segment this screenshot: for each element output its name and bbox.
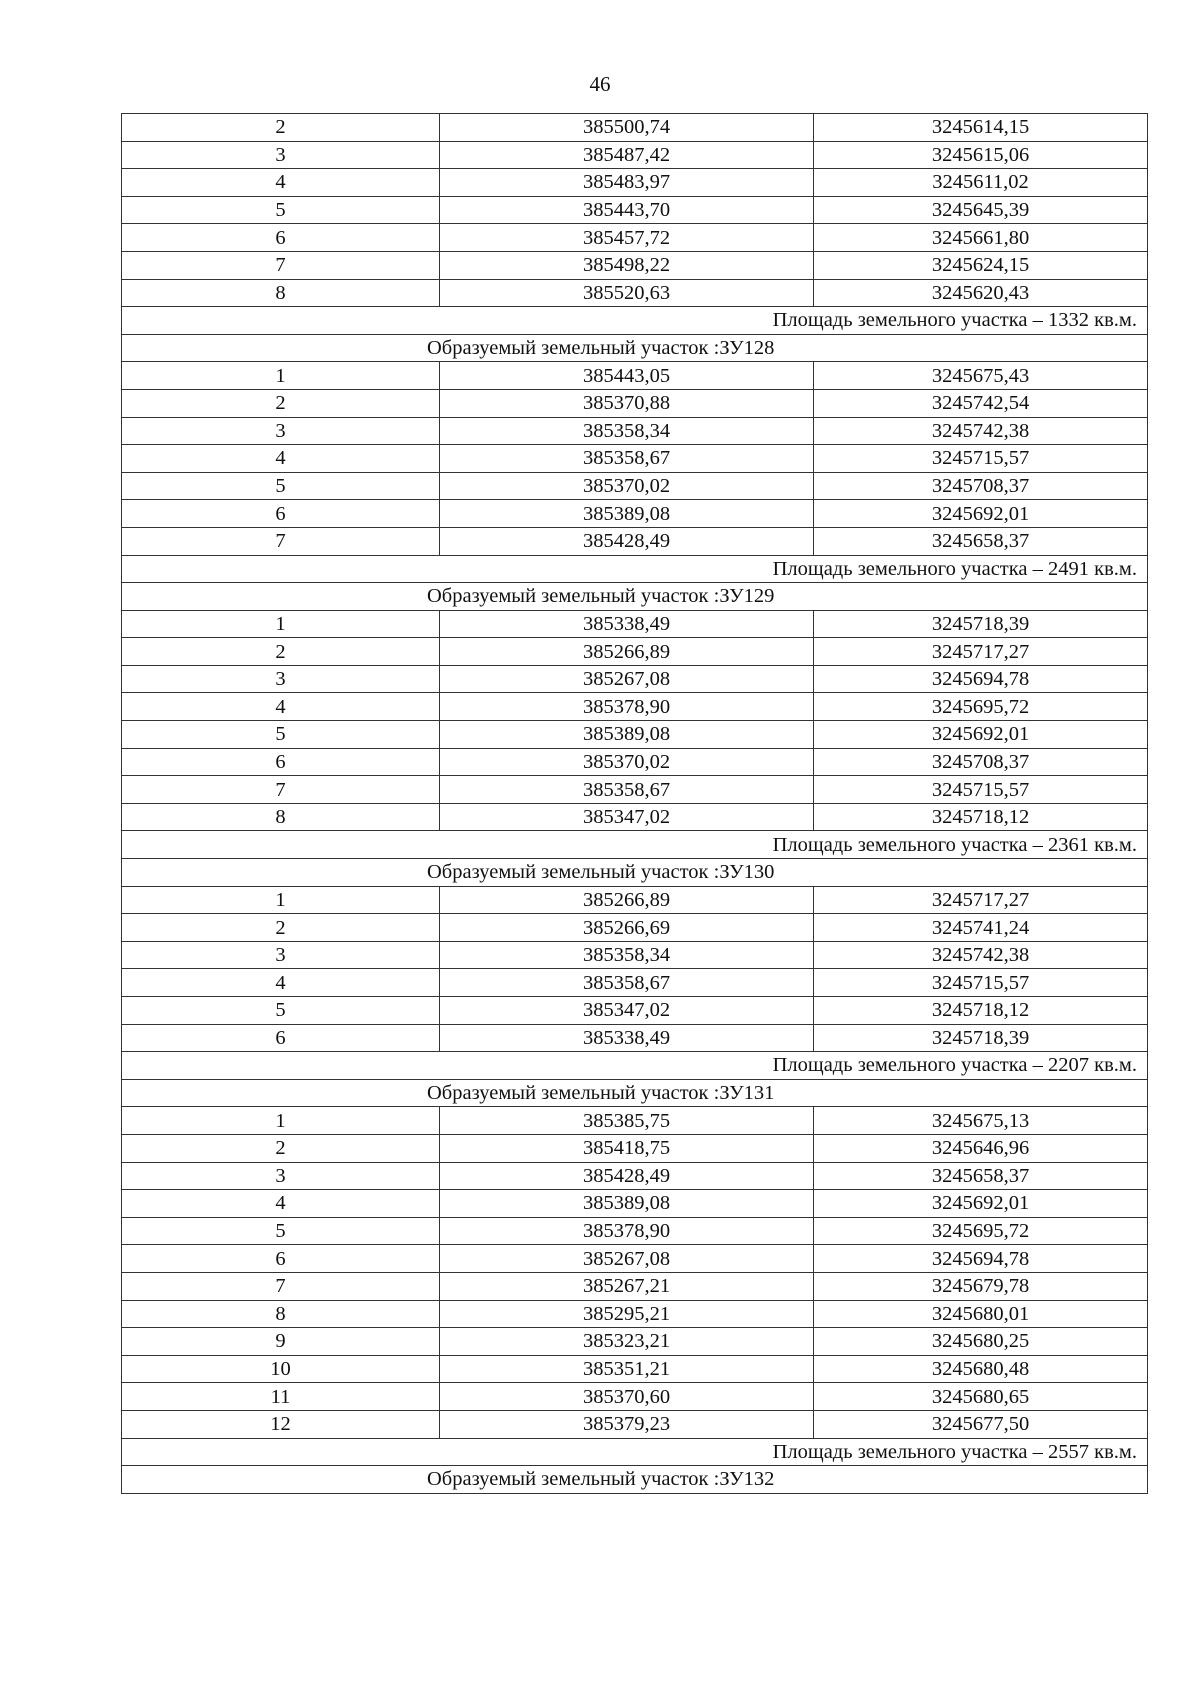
point-number-cell: 6 — [122, 1245, 440, 1273]
parcel-header-cell — [122, 859, 1148, 887]
x-coordinate-cell: 385266,89 — [440, 886, 814, 914]
y-coordinate-cell: 3245680,48 — [814, 1355, 1148, 1383]
x-coordinate-cell: 385457,72 — [440, 224, 814, 252]
y-coordinate-cell: 3245658,37 — [814, 527, 1148, 555]
x-coordinate-cell: 385347,02 — [440, 997, 814, 1025]
x-coordinate-cell: 385351,21 — [440, 1355, 814, 1383]
table-row — [122, 1162, 1148, 1190]
table-row — [122, 1328, 1148, 1356]
parcel-header-cell — [122, 1466, 1148, 1494]
area-row — [122, 831, 1148, 859]
page-number: 46 — [589, 72, 611, 96]
table-row — [122, 114, 1148, 142]
y-coordinate-cell: 3245658,37 — [814, 1162, 1148, 1190]
point-number-cell: 3 — [122, 1162, 440, 1190]
table-row — [122, 251, 1148, 279]
table-row — [122, 1134, 1148, 1162]
x-coordinate-cell: 385358,67 — [440, 969, 814, 997]
table-row — [122, 610, 1148, 638]
y-coordinate-cell: 3245646,96 — [814, 1134, 1148, 1162]
parcel-header-row — [122, 334, 1148, 362]
area-cell: Площадь земельного участка – 2207 кв.м. — [122, 1052, 1148, 1080]
x-coordinate-cell: 385338,49 — [440, 1024, 814, 1052]
point-number-cell: 3 — [122, 941, 440, 969]
table-row — [122, 721, 1148, 749]
x-coordinate-cell: 385267,08 — [440, 1245, 814, 1273]
y-coordinate-cell: 3245718,39 — [814, 610, 1148, 638]
point-number-cell: 1 — [122, 886, 440, 914]
point-number-cell: 8 — [122, 803, 440, 831]
point-number-cell: 6 — [122, 748, 440, 776]
x-coordinate-cell: 385358,67 — [440, 776, 814, 804]
table-row — [122, 417, 1148, 445]
x-coordinate-cell: 385358,67 — [440, 445, 814, 473]
x-coordinate-cell: 385483,97 — [440, 169, 814, 197]
parcel-header-cell — [122, 1079, 1148, 1107]
x-coordinate-cell: 385378,90 — [440, 1217, 814, 1245]
x-coordinate-cell: 385347,02 — [440, 803, 814, 831]
table-row — [122, 997, 1148, 1025]
point-number-cell: 4 — [122, 169, 440, 197]
x-coordinate-cell: 385487,42 — [440, 141, 814, 169]
area-row — [122, 1438, 1148, 1466]
y-coordinate-cell: 3245695,72 — [814, 693, 1148, 721]
y-coordinate-cell: 3245694,78 — [814, 1245, 1148, 1273]
y-coordinate-cell: 3245715,57 — [814, 445, 1148, 473]
y-coordinate-cell: 3245679,78 — [814, 1272, 1148, 1300]
point-number-cell: 8 — [122, 1300, 440, 1328]
y-coordinate-cell: 3245694,78 — [814, 665, 1148, 693]
point-number-cell: 5 — [122, 997, 440, 1025]
area-cell: Площадь земельного участка – 2491 кв.м. — [122, 555, 1148, 583]
x-coordinate-cell: 385370,02 — [440, 472, 814, 500]
point-number-cell: 1 — [122, 1107, 440, 1135]
x-coordinate-cell: 385428,49 — [440, 1162, 814, 1190]
table-row — [122, 362, 1148, 390]
parcel-header-text: Образуемый земельный участок :ЗУ129 — [427, 585, 775, 608]
table-row — [122, 886, 1148, 914]
y-coordinate-cell: 3245718,12 — [814, 803, 1148, 831]
y-coordinate-cell: 3245620,43 — [814, 279, 1148, 307]
point-number-cell: 2 — [122, 914, 440, 942]
point-number-cell: 5 — [122, 1217, 440, 1245]
area-cell: Площадь земельного участка – 2557 кв.м. — [122, 1438, 1148, 1466]
point-number-cell: 7 — [122, 1272, 440, 1300]
parcel-header-text: Образуемый земельный участок :ЗУ128 — [427, 337, 775, 360]
y-coordinate-cell: 3245680,25 — [814, 1328, 1148, 1356]
point-number-cell: 2 — [122, 638, 440, 666]
x-coordinate-cell: 385379,23 — [440, 1410, 814, 1438]
y-coordinate-cell: 3245675,43 — [814, 362, 1148, 390]
point-number-cell: 4 — [122, 693, 440, 721]
x-coordinate-cell: 385418,75 — [440, 1134, 814, 1162]
point-number-cell: 3 — [122, 417, 440, 445]
y-coordinate-cell: 3245624,15 — [814, 251, 1148, 279]
table-row — [122, 748, 1148, 776]
point-number-cell: 3 — [122, 665, 440, 693]
point-number-cell: 7 — [122, 251, 440, 279]
x-coordinate-cell: 385338,49 — [440, 610, 814, 638]
coordinates-table-body — [122, 114, 1148, 1494]
y-coordinate-cell: 3245645,39 — [814, 196, 1148, 224]
x-coordinate-cell: 385295,21 — [440, 1300, 814, 1328]
point-number-cell: 11 — [122, 1383, 440, 1411]
x-coordinate-cell: 385370,88 — [440, 389, 814, 417]
table-row — [122, 638, 1148, 666]
table-row — [122, 665, 1148, 693]
y-coordinate-cell: 3245695,72 — [814, 1217, 1148, 1245]
x-coordinate-cell: 385443,70 — [440, 196, 814, 224]
x-coordinate-cell: 385389,08 — [440, 1190, 814, 1218]
parcel-header-text: Образуемый земельный участок :ЗУ131 — [427, 1082, 775, 1105]
x-coordinate-cell: 385389,08 — [440, 721, 814, 749]
point-number-cell: 10 — [122, 1355, 440, 1383]
point-number-cell: 6 — [122, 224, 440, 252]
y-coordinate-cell: 3245717,27 — [814, 638, 1148, 666]
x-coordinate-cell: 385498,22 — [440, 251, 814, 279]
table-row — [122, 803, 1148, 831]
x-coordinate-cell: 385267,21 — [440, 1272, 814, 1300]
x-coordinate-cell: 385500,74 — [440, 114, 814, 142]
table-row — [122, 196, 1148, 224]
table-row — [122, 1217, 1148, 1245]
y-coordinate-cell: 3245718,12 — [814, 997, 1148, 1025]
y-coordinate-cell: 3245742,38 — [814, 417, 1148, 445]
area-row — [122, 1052, 1148, 1080]
y-coordinate-cell: 3245742,38 — [814, 941, 1148, 969]
y-coordinate-cell: 3245692,01 — [814, 721, 1148, 749]
parcel-header-row — [122, 1466, 1148, 1494]
x-coordinate-cell: 385385,75 — [440, 1107, 814, 1135]
table-row — [122, 279, 1148, 307]
table-row — [122, 969, 1148, 997]
x-coordinate-cell: 385266,89 — [440, 638, 814, 666]
x-coordinate-cell: 385443,05 — [440, 362, 814, 390]
y-coordinate-cell: 3245742,54 — [814, 389, 1148, 417]
table-row — [122, 1300, 1148, 1328]
table-row — [122, 914, 1148, 942]
x-coordinate-cell: 385428,49 — [440, 527, 814, 555]
point-number-cell: 6 — [122, 500, 440, 528]
area-cell: Площадь земельного участка – 1332 кв.м. — [122, 307, 1148, 335]
x-coordinate-cell: 385323,21 — [440, 1328, 814, 1356]
table-row — [122, 1383, 1148, 1411]
x-coordinate-cell: 385370,60 — [440, 1383, 814, 1411]
point-number-cell: 4 — [122, 1190, 440, 1218]
y-coordinate-cell: 3245715,57 — [814, 776, 1148, 804]
point-number-cell: 7 — [122, 776, 440, 804]
table-row — [122, 500, 1148, 528]
area-row — [122, 555, 1148, 583]
table-row — [122, 1245, 1148, 1273]
y-coordinate-cell: 3245717,27 — [814, 886, 1148, 914]
x-coordinate-cell: 385520,63 — [440, 279, 814, 307]
point-number-cell: 12 — [122, 1410, 440, 1438]
y-coordinate-cell: 3245692,01 — [814, 1190, 1148, 1218]
table-row — [122, 224, 1148, 252]
y-coordinate-cell: 3245677,50 — [814, 1410, 1148, 1438]
table-row — [122, 776, 1148, 804]
y-coordinate-cell: 3245718,39 — [814, 1024, 1148, 1052]
y-coordinate-cell: 3245661,80 — [814, 224, 1148, 252]
coordinates-table — [121, 113, 1148, 1494]
x-coordinate-cell: 385267,08 — [440, 665, 814, 693]
table-row — [122, 169, 1148, 197]
parcel-header-cell — [122, 334, 1148, 362]
point-number-cell: 3 — [122, 141, 440, 169]
table-row — [122, 141, 1148, 169]
y-coordinate-cell: 3245614,15 — [814, 114, 1148, 142]
table-row — [122, 472, 1148, 500]
y-coordinate-cell: 3245611,02 — [814, 169, 1148, 197]
table-row — [122, 693, 1148, 721]
area-cell: Площадь земельного участка – 2361 кв.м. — [122, 831, 1148, 859]
point-number-cell: 5 — [122, 472, 440, 500]
table-row — [122, 941, 1148, 969]
parcel-header-row — [122, 1079, 1148, 1107]
x-coordinate-cell: 385358,34 — [440, 417, 814, 445]
y-coordinate-cell: 3245692,01 — [814, 500, 1148, 528]
point-number-cell: 5 — [122, 721, 440, 749]
y-coordinate-cell: 3245741,24 — [814, 914, 1148, 942]
y-coordinate-cell: 3245708,37 — [814, 472, 1148, 500]
point-number-cell: 2 — [122, 1134, 440, 1162]
y-coordinate-cell: 3245708,37 — [814, 748, 1148, 776]
point-number-cell: 8 — [122, 279, 440, 307]
parcel-header-text: Образуемый земельный участок :ЗУ132 — [427, 1468, 775, 1491]
y-coordinate-cell: 3245680,65 — [814, 1383, 1148, 1411]
point-number-cell: 4 — [122, 445, 440, 473]
y-coordinate-cell: 3245615,06 — [814, 141, 1148, 169]
table-row — [122, 1024, 1148, 1052]
point-number-cell: 9 — [122, 1328, 440, 1356]
y-coordinate-cell: 3245680,01 — [814, 1300, 1148, 1328]
point-number-cell: 6 — [122, 1024, 440, 1052]
point-number-cell: 2 — [122, 389, 440, 417]
point-number-cell: 2 — [122, 114, 440, 142]
table-row — [122, 1272, 1148, 1300]
x-coordinate-cell: 385378,90 — [440, 693, 814, 721]
table-row — [122, 389, 1148, 417]
point-number-cell: 1 — [122, 610, 440, 638]
parcel-header-row — [122, 583, 1148, 611]
point-number-cell: 5 — [122, 196, 440, 224]
table-row — [122, 1190, 1148, 1218]
x-coordinate-cell: 385389,08 — [440, 500, 814, 528]
parcel-header-cell — [122, 583, 1148, 611]
parcel-header-text: Образуемый земельный участок :ЗУ130 — [427, 861, 775, 884]
point-number-cell: 1 — [122, 362, 440, 390]
y-coordinate-cell: 3245715,57 — [814, 969, 1148, 997]
table-row — [122, 1410, 1148, 1438]
x-coordinate-cell: 385266,69 — [440, 914, 814, 942]
point-number-cell: 4 — [122, 969, 440, 997]
table-row — [122, 445, 1148, 473]
table-row — [122, 1107, 1148, 1135]
x-coordinate-cell: 385358,34 — [440, 941, 814, 969]
y-coordinate-cell: 3245675,13 — [814, 1107, 1148, 1135]
table-row — [122, 527, 1148, 555]
point-number-cell: 7 — [122, 527, 440, 555]
x-coordinate-cell: 385370,02 — [440, 748, 814, 776]
table-row — [122, 1355, 1148, 1383]
area-row — [122, 307, 1148, 335]
parcel-header-row — [122, 859, 1148, 887]
